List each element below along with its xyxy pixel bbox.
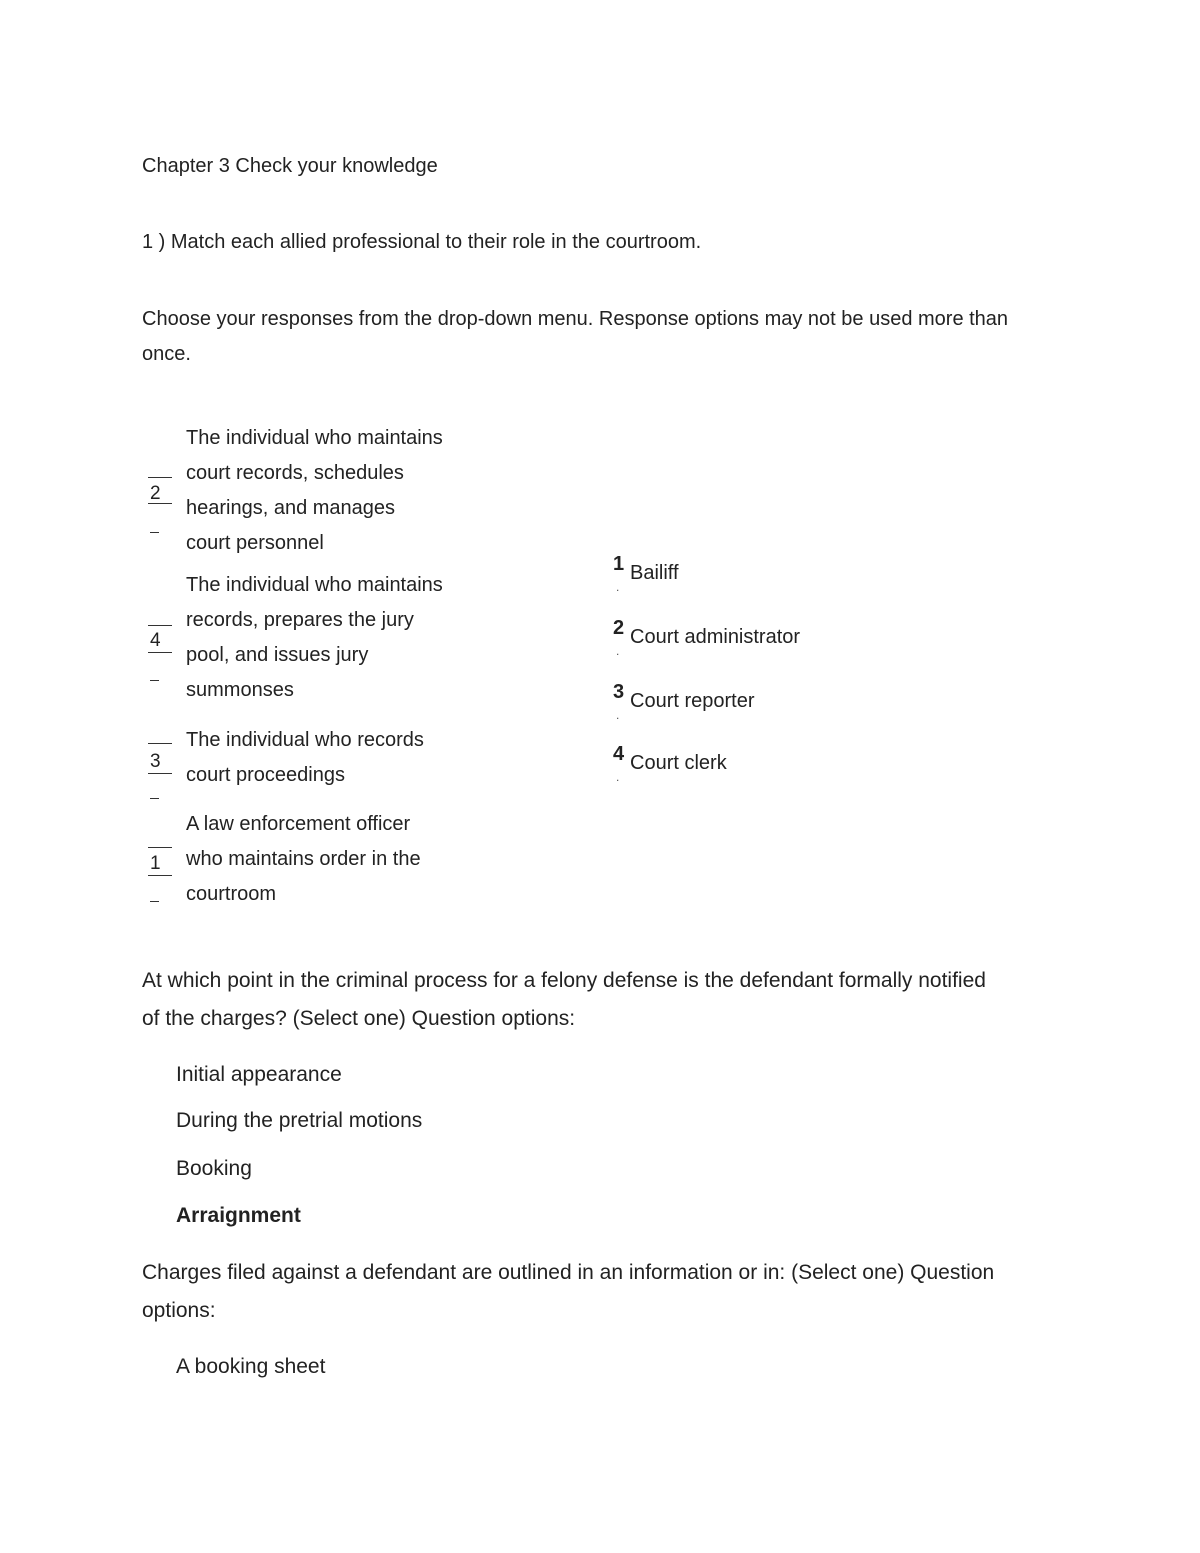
answer-underline [148, 477, 172, 478]
description-line: The individual who maintains [186, 427, 443, 449]
description-line: records, prepares the jury [186, 609, 414, 631]
description-line: court records, schedules [186, 462, 404, 484]
role-option-4 [613, 743, 873, 793]
answer-value: 4 [150, 630, 161, 651]
role-dot: . [616, 580, 620, 594]
description-line: hearings, and manages [186, 497, 396, 519]
question-2-option-3[interactable]: Booking [176, 1157, 252, 1180]
description-line: pool, and issues jury [186, 644, 369, 666]
role-option-2 [613, 617, 873, 667]
document-title: Chapter 3 Check your knowledge [142, 155, 438, 177]
answer-dropdown-4[interactable] [148, 843, 174, 908]
role-option-1 [613, 553, 873, 603]
role-number: 3 [613, 681, 625, 703]
role-label: Bailiff [630, 562, 679, 584]
role-dot: . [616, 708, 620, 722]
role-dot: . [616, 644, 620, 658]
role-number: 2 [613, 617, 625, 639]
answer-underline [148, 875, 172, 876]
question-2-line-2: of the charges? (Select one) Question options: [142, 1007, 576, 1030]
description-line: court personnel [186, 532, 324, 554]
answer-underline [150, 798, 159, 799]
question-3-line-1: Charges filed against a defendant are outlined in an information or in: (Select one) Question [142, 1261, 995, 1284]
answer-underline [148, 652, 172, 653]
question-3-line-2: options: [142, 1299, 216, 1322]
role-dot: . [616, 770, 620, 784]
description-line: The individual who maintains [186, 574, 443, 596]
role-label: Court administrator [630, 626, 801, 648]
answer-underline [148, 773, 172, 774]
match-description-1 [186, 421, 466, 561]
question-1-instructions-line-2: once. [142, 343, 191, 365]
description-line: courtroom [186, 883, 277, 905]
question-3-option-1[interactable]: A booking sheet [176, 1355, 326, 1378]
answer-underline [148, 847, 172, 848]
description-line: who maintains order in the [186, 848, 421, 870]
question-2-line-1: At which point in the criminal process for a felony defense is the defendant formally notified [142, 969, 986, 992]
description-line: The individual who records [186, 729, 424, 751]
match-description-3 [186, 723, 466, 793]
question-2-option-2[interactable]: During the pretrial motions [176, 1109, 423, 1132]
answer-underline [150, 901, 159, 902]
role-label: Court reporter [630, 690, 755, 712]
role-number: 1 [613, 553, 625, 575]
question-1-prompt: 1 ) Match each allied professional to their role in the courtroom. [142, 231, 702, 253]
answer-underline [148, 743, 172, 744]
question-2-option-4-selected[interactable]: Arraignment [176, 1204, 301, 1227]
answer-dropdown-3[interactable] [148, 740, 174, 805]
match-description-2 [186, 568, 466, 708]
answer-underline [148, 503, 172, 504]
answer-underline [150, 680, 159, 681]
question-1-instructions-line-1: Choose your responses from the drop-down menu. Response options may not be used more than [142, 308, 1009, 330]
description-line: summonses [186, 679, 294, 701]
answer-dropdown-1[interactable] [148, 470, 174, 540]
answer-value: 3 [150, 751, 161, 772]
match-description-4 [186, 807, 466, 912]
role-label: Court clerk [630, 752, 727, 774]
answer-underline [148, 625, 172, 626]
answer-value: 1 [150, 853, 161, 874]
answer-value: 2 [150, 483, 161, 504]
description-line: court proceedings [186, 764, 345, 786]
answer-underline [150, 532, 159, 533]
answer-dropdown-2[interactable] [148, 620, 174, 690]
question-2-option-1[interactable]: Initial appearance [176, 1063, 342, 1086]
description-line: A law enforcement officer [186, 813, 411, 835]
role-option-3 [613, 681, 873, 731]
role-number: 4 [613, 743, 625, 765]
